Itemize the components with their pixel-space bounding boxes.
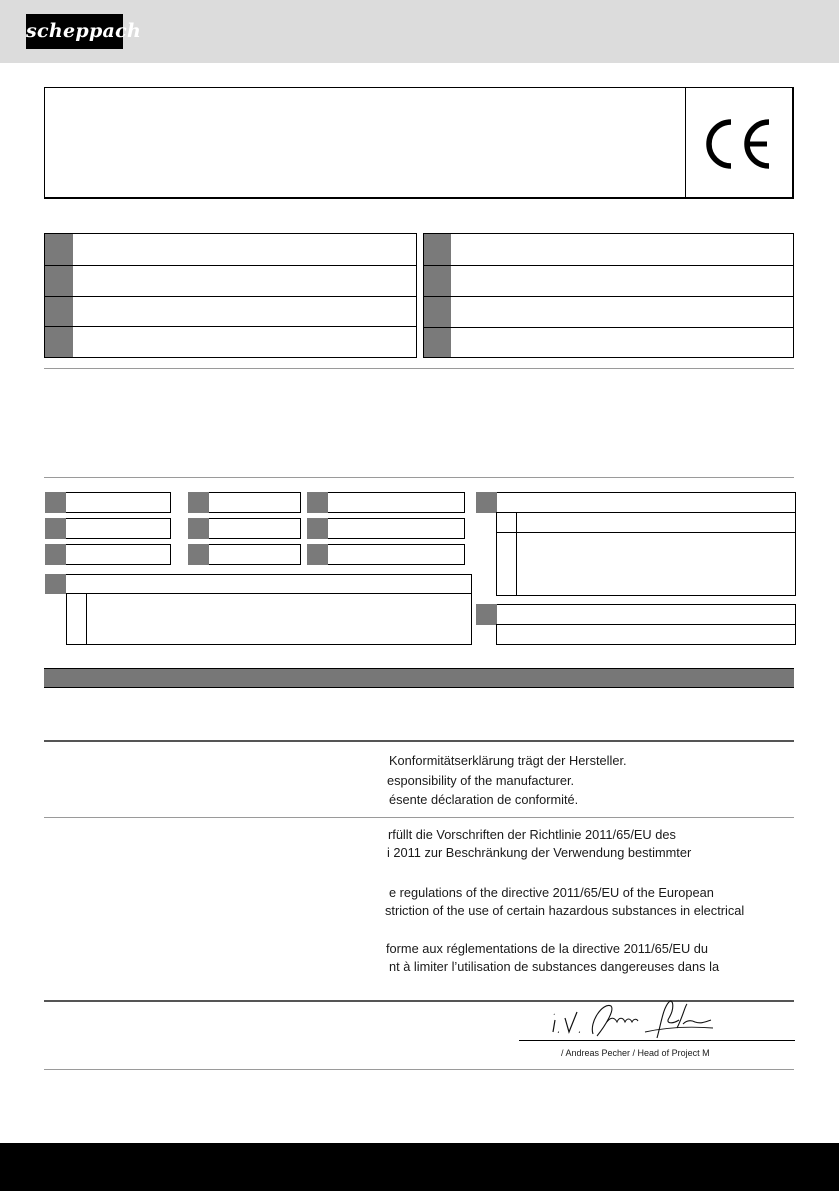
directive-marker [45, 544, 66, 565]
section-divider [44, 817, 794, 818]
rohs-line-en-1: e regulations of the directive 2011/65/EU of the European [389, 885, 714, 900]
rohs-line-de-2: i 2011 zur Beschränkung der Verwendung bestimmter [387, 845, 692, 860]
info-field-right-4 [423, 327, 794, 358]
section-divider [44, 368, 794, 369]
ce-mark-icon [703, 118, 775, 170]
rohs-line-fr-2: nt à limiter l’utilisation de substances dangereuses dans la [389, 959, 720, 974]
directive-marker [188, 544, 209, 565]
notified-body-detail [66, 593, 472, 645]
field-marker [424, 234, 451, 265]
reference-header-field [476, 604, 796, 625]
rohs-line-fr-1: forme aux réglementations de la directive 2011/65/EU du [386, 941, 709, 956]
section-divider [44, 477, 794, 478]
field-marker [424, 266, 451, 296]
directive-marker [45, 518, 66, 539]
signature-image [545, 998, 715, 1042]
field-marker [45, 266, 73, 296]
directive-marker [188, 518, 209, 539]
info-field-left-1 [44, 233, 417, 266]
responsibility-line-fr: ésente déclaration de conformité. [389, 792, 579, 807]
rohs-line-de-1: rfüllt die Vorschriften der Richtlinie 2011/65/EU des [388, 827, 676, 842]
directive-marker [45, 574, 66, 594]
info-field-right-3 [423, 296, 794, 328]
section-bar [44, 668, 794, 688]
directive-marker [307, 518, 328, 539]
footer-band [0, 1143, 839, 1191]
field-marker [424, 297, 451, 327]
scheppach-logo: scheppach [26, 14, 123, 49]
detail-divider [516, 513, 517, 595]
info-field-left-2 [44, 265, 417, 297]
directive-marker [476, 604, 497, 625]
info-field-left-3 [44, 296, 417, 327]
directive-marker [188, 492, 209, 513]
directive-marker [476, 492, 497, 513]
info-field-right-1 [423, 233, 794, 266]
info-field-right-2 [423, 265, 794, 297]
field-marker [424, 328, 451, 357]
declaration-title-box [44, 87, 794, 199]
standards-subfield [496, 512, 796, 533]
responsibility-line-de: Konformitätserklärung trägt der Hersteller. [389, 753, 627, 768]
detail-divider [86, 594, 87, 644]
ce-divider [685, 88, 686, 198]
reference-detail [496, 624, 796, 645]
directive-field [307, 492, 465, 513]
directive-field [307, 518, 465, 539]
standards-detail [496, 532, 796, 596]
field-marker [45, 297, 73, 326]
signature-line [519, 1040, 795, 1041]
rohs-line-en-2: striction of the use of certain hazardous substances in electrical [385, 903, 745, 918]
directive-marker [307, 492, 328, 513]
responsibility-line-en: esponsibility of the manufacturer. [387, 773, 575, 788]
notified-body-field [45, 574, 472, 594]
signatory-caption: / Andreas Pecher / Head of Project M [561, 1048, 710, 1058]
info-field-left-4 [44, 326, 417, 358]
field-marker [45, 234, 73, 265]
section-divider [44, 740, 794, 742]
standards-header-field [476, 492, 796, 513]
directive-marker [45, 492, 66, 513]
directive-field [307, 544, 465, 565]
section-divider [44, 1069, 794, 1070]
field-marker [45, 327, 73, 357]
directive-marker [307, 544, 328, 565]
